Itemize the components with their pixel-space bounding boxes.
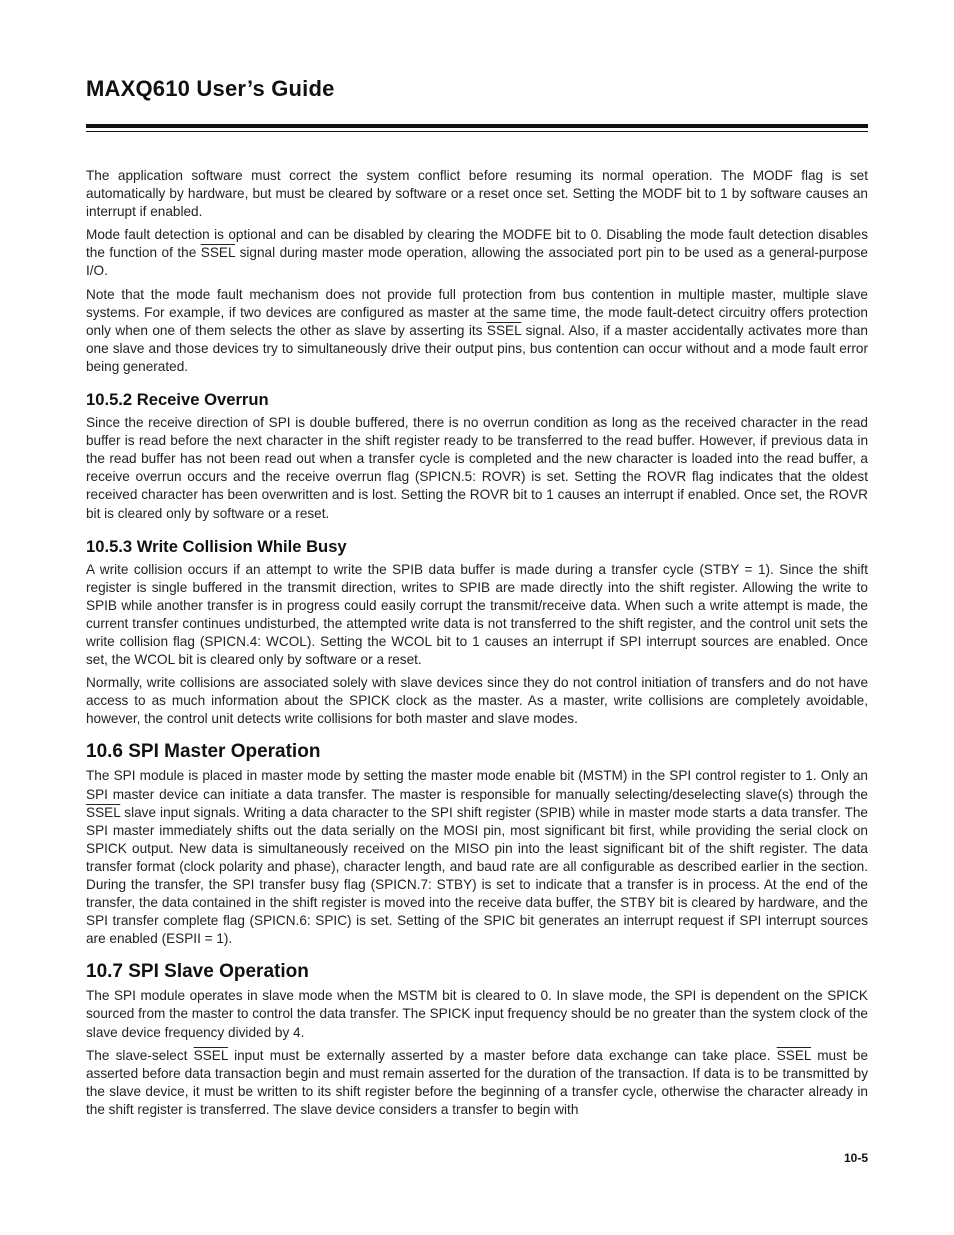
ssel-signal: SSEL — [86, 804, 121, 820]
ssel-signal: SSEL — [486, 322, 522, 338]
text-segment: slave input signals. Writing a data character to the SPI shift register (SPIB) while in master mode starts a data transfer. The SPI master immediately shifts out the data serially on the MOSI pin, most significant bit first, while providing the serial clock on SPICK output. New data is simultaneously received on the MISO pin into the least significant bit of the shift register. The data transfer format (clock polarity and phase), character length, and baud rate are all configurable as described earlier in the section. During the transfer, the SPI transfer busy flag (SPICN.7: STBY) is set to indicate that a transfer is in process. At the end of the transfer, the data contained in the shift register is moved into the receive data buffer, the STBY bit is cleared by hardware, and the SPI transfer complete flag (SPICN.6: SPIC) is set. Setting of the SPIC bit generates an interrupt request if SPI interrupt sources are enabled (ESPII = 1). — [86, 804, 868, 947]
paragraph-spi-slave-1: The SPI module operates in slave mode when the MSTM bit is cleared to 0. In slave mode, the SPI is dependent on the SPICK sourced from the master to control the data transfer. The SPICK input frequency should be no greater than the system clock of the slave device frequency divided by 4. — [86, 988, 868, 1040]
text-segment: must be asserted before data transaction begin and must remain asserted for the duration of the transaction. If data is to be transmitted by the slave device, it must be written to its shift register before the beginning of a transfer cycle, otherwise the character already in the shift register is transferred. The slave device considers a transfer to begin with — [86, 1047, 869, 1117]
paragraph-mode-fault-optional — [86, 226, 868, 280]
heading-receive-overrun: 10.5.2 Receive Overrun — [86, 390, 269, 410]
page-number: 10-5 — [843, 1151, 868, 1165]
document-body — [86, 167, 868, 1124]
ssel-signal: SSEL — [193, 1047, 228, 1063]
text-segment: input must be externally asserted by a master before data exchange can take place. — [227, 1047, 777, 1063]
text-segment: Note that the mode fault mechanism does not provide full protection from bus contention in multiple master, multiple slave systems. For example, if two devices are configured as master at the same time, the mode fault-detect circuitry offers protection only when one of them selects the other as slave by asserting its — [86, 286, 868, 338]
text-segment: The SPI module is placed in master mode by setting the master mode enable bit (MSTM) in the SPI control register to 1. Only an SPI master device can initiate a data transfer. The master is responsible for manually selecting/deselecting slave(s) through the — [86, 768, 868, 802]
paragraph-receive-overrun: Since the receive direction of SPI is double buffered, there is no overrun condition as long as the received character in the read buffer is read before the next character in the shift register ready to be transferred to the read buffer. However, if previous data in the read buffer has not been read out when a transfer cycle is completed and the new character is loaded into the read buffer, a receive overrun occurs and the receive overrun flag (SPICN.5: ROVR) is set. Setting the ROVR flag indicates that the oldest received character has been overwritten and is lost. Setting the ROVR bit to 1 causes an interrupt if enabled. Once set, the ROVR bit is cleared only by software or a reset. — [86, 415, 868, 521]
heading-spi-master-operation: 10.6 SPI Master Operation — [86, 741, 321, 763]
ssel-signal: SSEL — [200, 245, 236, 261]
paragraph-modf-flag: The application software must correct the system conflict before resuming its normal operation. The MODF flag is set automatically by hardware, but must be cleared by software or a reset once set. Setting the MODF bit to 1 by software causes an interrupt if enabled. — [86, 168, 868, 220]
ssel-signal: SSEL — [776, 1047, 811, 1063]
header-rule-thick — [86, 124, 868, 128]
paragraph-mode-fault-note — [86, 286, 868, 376]
paragraph-write-collision-1: A write collision occurs if an attempt to write the SPIB data buffer is made during a transfer cycle (STBY = 1). Since the shift register is single buffered in the transmit direction, writes to SPIB are made directly into the shift register. Allowing the write to SPIB while another transfer is in progress could easily corrupt the transmit/receive data. When such a write attempt is made, the current transfer continues undisturbed, the attempted write data is not transferred to the shift register, and the control unit sets the write collision flag (SPICN.4: WCOL). Setting the WCOL bit to 1 causes an interrupt if SPI interrupt sources are enabled. Once set, the WCOL bit is cleared only by software or a reset. — [86, 561, 868, 668]
heading-write-collision: 10.5.3 Write Collision While Busy — [86, 536, 347, 556]
text-segment: signal during master mode operation, allowing the associated port pin to be used as a general-purpose I/O. — [86, 245, 868, 279]
paragraph-write-collision-2: Normally, write collisions are associated solely with slave devices since they do not control initiation of transfers and do not have access to as much information about the SPICK clock as the master. As a master, write collisions are completely avoidable, however, the control unit detects write collisions for both master and slave modes. — [86, 675, 868, 727]
text-segment: The slave-select — [86, 1047, 194, 1063]
text-segment: Mode fault detection is optional and can be disabled by clearing the MODFE bit to 0. Disabling the mode fault detection disables the function of the — [86, 227, 868, 261]
paragraph-spi-master — [86, 767, 868, 948]
heading-spi-slave-operation: 10.7 SPI Slave Operation — [86, 961, 309, 983]
header-rule-thin — [86, 131, 868, 132]
paragraph-spi-slave-2 — [86, 1047, 868, 1119]
page-header-title: MAXQ610 User’s Guide — [86, 76, 335, 101]
text-segment: signal. Also, if a master accidentally activates more than one slave and those devices try to simultaneously drive their output pins, bus contention can occur without and a mode fault error being generated. — [86, 322, 868, 374]
